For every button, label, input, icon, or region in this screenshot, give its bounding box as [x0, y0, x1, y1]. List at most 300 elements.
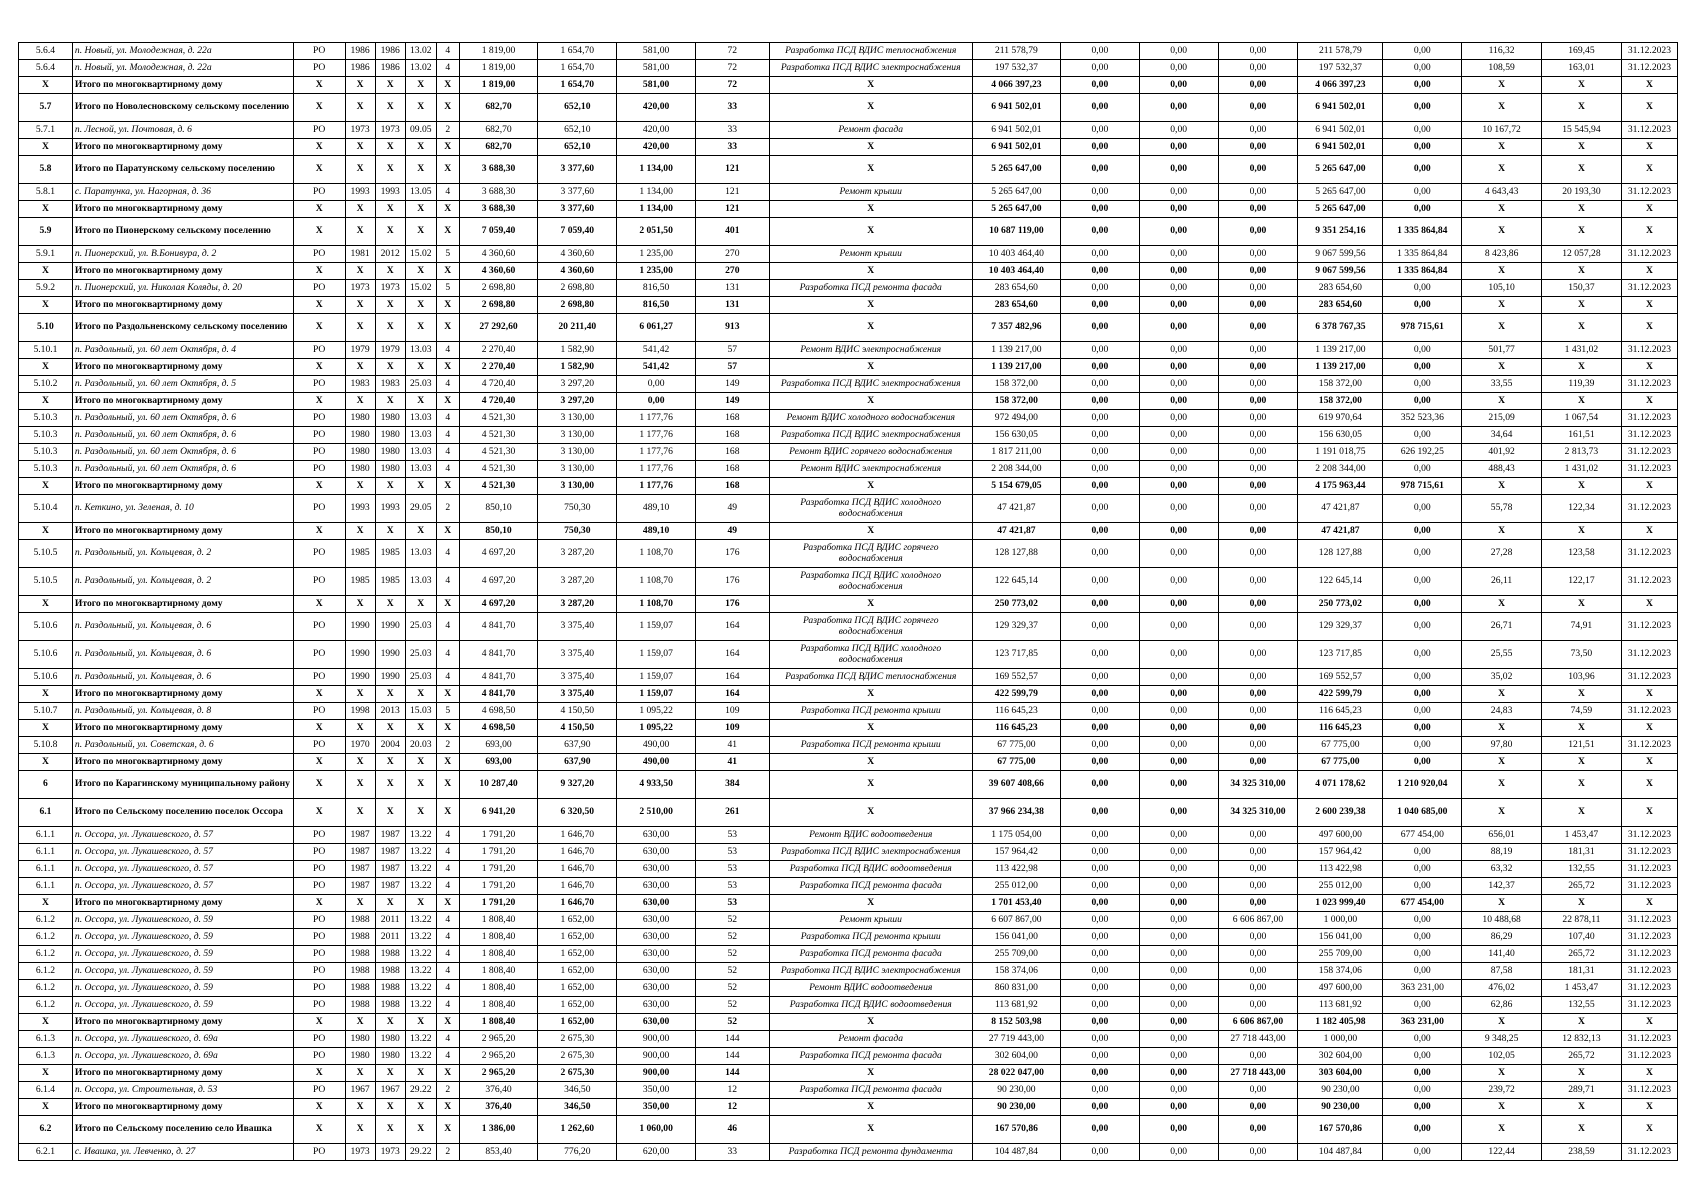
- table-cell: 1967: [375, 1082, 405, 1099]
- table-cell: X: [769, 218, 972, 246]
- table-cell: X: [345, 895, 375, 912]
- table-cell: X: [19, 895, 73, 912]
- table-cell: 490,00: [617, 737, 696, 754]
- table-cell: 816,50: [617, 297, 696, 314]
- table-cell: 6.2.1: [19, 1144, 73, 1161]
- table-cell: 255 012,00: [972, 878, 1060, 895]
- table-cell: 541,42: [617, 342, 696, 359]
- table-cell: Разработка ПСД ВДИС электроснабжения: [769, 844, 972, 861]
- table-cell: 1980: [345, 1048, 375, 1065]
- table-cell: 0,00: [1060, 596, 1139, 613]
- table-cell: 1 108,70: [617, 568, 696, 596]
- table-cell: 1980: [375, 427, 405, 444]
- table-cell: 1 819,00: [459, 43, 538, 60]
- table-cell: РО: [293, 246, 345, 263]
- table-cell: РО: [293, 737, 345, 754]
- table-cell: 270: [696, 263, 770, 280]
- table-cell: 1 808,40: [459, 980, 538, 997]
- table-cell: 630,00: [617, 980, 696, 997]
- table-cell: 302 604,00: [1298, 1048, 1383, 1065]
- table-cell: X: [1542, 478, 1622, 495]
- table-cell: п. Новый, ул. Молодежная, д. 22а: [72, 60, 293, 77]
- table-cell: 422 599,79: [972, 686, 1060, 703]
- table-cell: X: [1542, 77, 1622, 94]
- table-cell: X: [405, 263, 436, 280]
- table-cell: Разработка ПСД ремонта фасада: [769, 946, 972, 963]
- table-cell: 1990: [375, 641, 405, 669]
- table-cell: X: [293, 314, 345, 342]
- table-cell: 0,00: [1218, 568, 1298, 596]
- table-cell: 0,00: [1383, 297, 1462, 314]
- table-cell: X: [19, 686, 73, 703]
- table-cell: 0,00: [1383, 720, 1462, 737]
- table-cell: 5 265 647,00: [1298, 156, 1383, 184]
- table-cell: 0,00: [1060, 540, 1139, 568]
- table-cell: 978 715,61: [1383, 478, 1462, 495]
- table-cell: 1 060,00: [617, 1116, 696, 1144]
- table-cell: X: [345, 771, 375, 799]
- table-cell: 0,00: [1218, 495, 1298, 523]
- table-cell: X: [375, 799, 405, 827]
- table-cell: X: [1621, 1099, 1677, 1116]
- table-cell: 1985: [345, 540, 375, 568]
- table-cell: 0,00: [1383, 60, 1462, 77]
- table-cell: 31.12.2023: [1621, 495, 1677, 523]
- table-cell: X: [1621, 77, 1677, 94]
- table-cell: 2: [436, 1144, 459, 1161]
- table-cell: X: [1542, 771, 1622, 799]
- table-cell: X: [405, 314, 436, 342]
- table-cell: 4: [436, 427, 459, 444]
- table-cell: X: [375, 156, 405, 184]
- table-cell: 4 066 397,23: [972, 77, 1060, 94]
- table-cell: X: [436, 314, 459, 342]
- table-cell: 270: [696, 246, 770, 263]
- table-cell: п. Оссора, ул. Лукашевского, д. 59: [72, 929, 293, 946]
- table-cell: 401: [696, 218, 770, 246]
- table-cell: 0,00: [1139, 912, 1218, 929]
- table-cell: 52: [696, 980, 770, 997]
- table-cell: 47 421,87: [972, 495, 1060, 523]
- table-cell: 363 231,00: [1383, 980, 1462, 997]
- table-cell: 31.12.2023: [1621, 703, 1677, 720]
- table-cell: 0,00: [1060, 641, 1139, 669]
- table-cell: 0,00: [1060, 1014, 1139, 1031]
- table-cell: 1 431,02: [1542, 461, 1622, 478]
- table-cell: X: [19, 754, 73, 771]
- table-cell: 5.10.2: [19, 376, 73, 393]
- table-cell: 4: [436, 376, 459, 393]
- table-cell: X: [436, 201, 459, 218]
- table-cell: 1 791,20: [459, 861, 538, 878]
- table-cell: 250 773,02: [1298, 596, 1383, 613]
- table-cell: 5.7: [19, 94, 73, 122]
- table-cell: X: [405, 1014, 436, 1031]
- table-cell: 4 150,50: [538, 703, 617, 720]
- table-cell: 4 698,50: [459, 720, 538, 737]
- table-cell: 3 130,00: [538, 427, 617, 444]
- table-cell: 0,00: [1383, 686, 1462, 703]
- table-cell: 1990: [375, 669, 405, 686]
- table-cell: 12 057,28: [1542, 246, 1622, 263]
- table-cell: 350,00: [617, 1099, 696, 1116]
- table-cell: 161,51: [1542, 427, 1622, 444]
- table-cell: 0,00: [1060, 720, 1139, 737]
- table-cell: п. Раздольный, ул. 60 лет Октября, д. 6: [72, 427, 293, 444]
- table-cell: 5.10.6: [19, 669, 73, 686]
- table-cell: 0,00: [1060, 139, 1139, 156]
- table-cell: 1 652,00: [538, 929, 617, 946]
- table-cell: 52: [696, 997, 770, 1014]
- table-cell: 0,00: [1218, 77, 1298, 94]
- table-cell: 9 067 599,56: [1298, 263, 1383, 280]
- table-cell: 176: [696, 596, 770, 613]
- table-cell: 47 421,87: [972, 523, 1060, 540]
- table-cell: X: [1621, 596, 1677, 613]
- table-cell: 31.12.2023: [1621, 1144, 1677, 1161]
- table-cell: X: [293, 297, 345, 314]
- table-cell: 49: [696, 523, 770, 540]
- house-total-row: [19, 139, 1678, 156]
- table-cell: 31.12.2023: [1621, 568, 1677, 596]
- table-cell: 33,55: [1462, 376, 1542, 393]
- table-cell: 27 292,60: [459, 314, 538, 342]
- table-cell: 4 521,30: [459, 478, 538, 495]
- table-cell: 0,00: [1218, 427, 1298, 444]
- table-cell: 3 297,20: [538, 393, 617, 410]
- table-cell: Итого по Карагинскому муниципальному району: [72, 771, 293, 799]
- table-cell: 0,00: [1218, 737, 1298, 754]
- table-cell: 53: [696, 861, 770, 878]
- table-cell: X: [293, 478, 345, 495]
- table-cell: 0,00: [1383, 1065, 1462, 1082]
- table-cell: 116 645,23: [1298, 703, 1383, 720]
- table-cell: 0,00: [1139, 946, 1218, 963]
- table-cell: 15 545,94: [1542, 122, 1622, 139]
- table-cell: 163,01: [1542, 60, 1622, 77]
- table-cell: 13.22: [405, 946, 436, 963]
- table-cell: X: [345, 77, 375, 94]
- table-cell: X: [19, 596, 73, 613]
- table-cell: 0,00: [1139, 754, 1218, 771]
- table-cell: 3 688,30: [459, 201, 538, 218]
- table-cell: X: [345, 314, 375, 342]
- table-cell: 1 210 920,04: [1383, 771, 1462, 799]
- table-cell: 2 675,30: [538, 1031, 617, 1048]
- table-cell: 0,00: [1218, 246, 1298, 263]
- table-cell: 0,00: [1218, 359, 1298, 376]
- table-cell: 265,72: [1542, 878, 1622, 895]
- table-cell: 0,00: [1060, 754, 1139, 771]
- table-cell: 20.03: [405, 737, 436, 754]
- table-cell: X: [405, 523, 436, 540]
- table-cell: X: [1542, 799, 1622, 827]
- table-cell: 5.10: [19, 314, 73, 342]
- table-cell: 0,00: [1060, 478, 1139, 495]
- table-cell: 31.12.2023: [1621, 613, 1677, 641]
- table-cell: 630,00: [617, 997, 696, 1014]
- table-cell: X: [436, 686, 459, 703]
- table-cell: X: [375, 523, 405, 540]
- table-cell: 0,00: [1139, 139, 1218, 156]
- table-cell: 0,00: [1060, 799, 1139, 827]
- table-cell: 4: [436, 669, 459, 686]
- table-cell: 1 819,00: [459, 77, 538, 94]
- table-cell: 5: [436, 246, 459, 263]
- table-cell: 31.12.2023: [1621, 737, 1677, 754]
- table-cell: X: [1621, 478, 1677, 495]
- table-cell: 0,00: [1383, 342, 1462, 359]
- table-cell: РО: [293, 641, 345, 669]
- table-cell: 0,00: [1139, 963, 1218, 980]
- table-cell: X: [1621, 297, 1677, 314]
- table-cell: Итого по многоквартирному дому: [72, 478, 293, 495]
- table-cell: 15.03: [405, 703, 436, 720]
- table-cell: 52: [696, 929, 770, 946]
- table-cell: 283 654,60: [972, 297, 1060, 314]
- table-cell: 0,00: [1383, 912, 1462, 929]
- table-cell: 630,00: [617, 895, 696, 912]
- table-cell: 0,00: [1139, 799, 1218, 827]
- table-cell: 0,00: [1139, 771, 1218, 799]
- table-cell: 31.12.2023: [1621, 997, 1677, 1014]
- table-cell: 31.12.2023: [1621, 540, 1677, 568]
- table-cell: 97,80: [1462, 737, 1542, 754]
- table-cell: 4: [436, 980, 459, 997]
- table-cell: 57: [696, 342, 770, 359]
- house-total-row: [19, 1065, 1678, 1082]
- table-cell: 29.05: [405, 495, 436, 523]
- table-cell: п. Раздольный, ул. Кольцевая, д. 6: [72, 669, 293, 686]
- table-cell: 13.22: [405, 827, 436, 844]
- table-cell: РО: [293, 376, 345, 393]
- table-cell: X: [1542, 94, 1622, 122]
- table-cell: РО: [293, 861, 345, 878]
- table-cell: 0,00: [617, 393, 696, 410]
- table-cell: 9 351 254,16: [1298, 218, 1383, 246]
- capital-repair-program-sheet: [18, 42, 1678, 1161]
- table-cell: 682,70: [459, 122, 538, 139]
- table-cell: 116 645,23: [1298, 720, 1383, 737]
- table-cell: 13.05: [405, 184, 436, 201]
- house-total-row: [19, 1014, 1678, 1031]
- table-cell: 8 423,86: [1462, 246, 1542, 263]
- table-cell: п. Раздольный, ул. Кольцевая, д. 6: [72, 613, 293, 641]
- table-cell: 13.22: [405, 1031, 436, 1048]
- table-cell: 637,90: [538, 754, 617, 771]
- table-cell: 113 422,98: [1298, 861, 1383, 878]
- table-cell: 4 643,43: [1462, 184, 1542, 201]
- table-cell: 113 681,92: [1298, 997, 1383, 1014]
- table-cell: X: [769, 895, 972, 912]
- table-cell: X: [375, 297, 405, 314]
- table-cell: 0,00: [1218, 997, 1298, 1014]
- table-cell: 0,00: [1139, 342, 1218, 359]
- table-cell: 2 208 344,00: [972, 461, 1060, 478]
- table-cell: 1988: [375, 997, 405, 1014]
- table-cell: 63,32: [1462, 861, 1542, 878]
- table-cell: РО: [293, 827, 345, 844]
- table-cell: X: [1621, 139, 1677, 156]
- table-cell: 682,70: [459, 94, 538, 122]
- table-cell: 1986: [345, 43, 375, 60]
- table-cell: 197 532,37: [972, 60, 1060, 77]
- table-cell: 0,00: [1218, 280, 1298, 297]
- table-cell: 176: [696, 540, 770, 568]
- house-total-row: [19, 720, 1678, 737]
- table-cell: 0,00: [1139, 641, 1218, 669]
- table-cell: 6: [19, 771, 73, 799]
- table-cell: 860 831,00: [972, 980, 1060, 997]
- table-cell: X: [769, 754, 972, 771]
- table-row: [19, 60, 1678, 77]
- table-cell: Ремонт крыши: [769, 246, 972, 263]
- table-cell: X: [436, 297, 459, 314]
- table-cell: X: [769, 771, 972, 799]
- table-cell: Итого по многоквартирному дому: [72, 523, 293, 540]
- table-cell: X: [375, 1099, 405, 1116]
- table-cell: 0,00: [1060, 895, 1139, 912]
- table-cell: X: [405, 139, 436, 156]
- table-cell: п. Оссора, ул. Лукашевского, д. 59: [72, 980, 293, 997]
- table-cell: 1973: [375, 122, 405, 139]
- table-cell: Итого по многоквартирному дому: [72, 720, 293, 737]
- table-cell: 1973: [345, 1144, 375, 1161]
- table-cell: X: [1462, 1065, 1542, 1082]
- table-cell: 350,00: [617, 1082, 696, 1099]
- table-cell: X: [1462, 596, 1542, 613]
- table-cell: X: [1621, 799, 1677, 827]
- table-cell: 1 139 217,00: [972, 359, 1060, 376]
- table-cell: 0,00: [1060, 946, 1139, 963]
- table-cell: 41: [696, 737, 770, 754]
- table-cell: 0,00: [1060, 184, 1139, 201]
- table-cell: 3 375,40: [538, 686, 617, 703]
- table-cell: X: [436, 1099, 459, 1116]
- table-cell: 13.03: [405, 461, 436, 478]
- table-cell: РО: [293, 844, 345, 861]
- table-cell: 4: [436, 1031, 459, 1048]
- table-cell: X: [293, 156, 345, 184]
- table-cell: п. Оссора, ул. Лукашевского, д. 57: [72, 878, 293, 895]
- table-cell: 489,10: [617, 495, 696, 523]
- table-cell: 2 510,00: [617, 799, 696, 827]
- table-cell: X: [1542, 139, 1622, 156]
- table-cell: 0,00: [1383, 1048, 1462, 1065]
- table-cell: 1986: [375, 43, 405, 60]
- table-cell: 1 191 018,75: [1298, 444, 1383, 461]
- table-cell: 0,00: [1383, 427, 1462, 444]
- table-cell: 37 966 234,38: [972, 799, 1060, 827]
- table-cell: 47 421,87: [1298, 495, 1383, 523]
- table-cell: 4: [436, 946, 459, 963]
- table-cell: 4 521,30: [459, 427, 538, 444]
- table-cell: 900,00: [617, 1031, 696, 1048]
- table-cell: 0,00: [1139, 895, 1218, 912]
- table-cell: X: [345, 754, 375, 771]
- table-cell: РО: [293, 1144, 345, 1161]
- table-cell: X: [293, 218, 345, 246]
- table-cell: 0,00: [1383, 495, 1462, 523]
- table-cell: X: [1462, 359, 1542, 376]
- table-cell: РО: [293, 613, 345, 641]
- table-cell: X: [1621, 686, 1677, 703]
- table-cell: 128 127,88: [1298, 540, 1383, 568]
- table-cell: 29.22: [405, 1144, 436, 1161]
- table-cell: X: [1621, 218, 1677, 246]
- table-cell: 0,00: [1218, 43, 1298, 60]
- table-cell: 0,00: [1218, 218, 1298, 246]
- table-row: [19, 122, 1678, 139]
- table-cell: 13.22: [405, 1048, 436, 1065]
- table-cell: 67 775,00: [1298, 754, 1383, 771]
- table-cell: 0,00: [1060, 218, 1139, 246]
- table-cell: 261: [696, 799, 770, 827]
- table-cell: 4 360,60: [459, 263, 538, 280]
- table-cell: 123,58: [1542, 540, 1622, 568]
- table-cell: 122 645,14: [972, 568, 1060, 596]
- table-cell: 5 265 647,00: [1298, 201, 1383, 218]
- table-cell: 0,00: [1383, 1031, 1462, 1048]
- table-cell: 158 372,00: [972, 376, 1060, 393]
- table-cell: РО: [293, 461, 345, 478]
- table-cell: 0,00: [1060, 980, 1139, 997]
- table-cell: 4 841,70: [459, 613, 538, 641]
- table-cell: 0,00: [1139, 1099, 1218, 1116]
- table-cell: 34,64: [1462, 427, 1542, 444]
- table-cell: X: [375, 393, 405, 410]
- table-cell: 3 287,20: [538, 568, 617, 596]
- table-cell: 0,00: [1218, 963, 1298, 980]
- table-cell: 67 775,00: [972, 754, 1060, 771]
- table-cell: X: [1621, 754, 1677, 771]
- table-cell: 25.03: [405, 613, 436, 641]
- table-cell: X: [345, 297, 375, 314]
- table-cell: X: [405, 359, 436, 376]
- table-cell: Итого по многоквартирному дому: [72, 263, 293, 280]
- table-cell: 1 139 217,00: [972, 342, 1060, 359]
- table-cell: 0,00: [1139, 1116, 1218, 1144]
- table-cell: 1988: [375, 980, 405, 997]
- table-cell: 5.10.8: [19, 737, 73, 754]
- table-cell: 255 709,00: [972, 946, 1060, 963]
- table-cell: 0,00: [1139, 844, 1218, 861]
- table-cell: 1 646,70: [538, 827, 617, 844]
- table-cell: 1988: [345, 912, 375, 929]
- table-cell: 0,00: [1218, 263, 1298, 280]
- table-cell: 167 570,86: [972, 1116, 1060, 1144]
- house-total-row: [19, 754, 1678, 771]
- table-cell: п. Оссора, ул. Лукашевского, д. 69а: [72, 1048, 293, 1065]
- table-cell: 13.22: [405, 963, 436, 980]
- table-cell: 0,00: [1139, 478, 1218, 495]
- table-cell: 1 646,70: [538, 878, 617, 895]
- table-cell: 255 709,00: [1298, 946, 1383, 963]
- table-cell: X: [1621, 94, 1677, 122]
- table-cell: 31.12.2023: [1621, 444, 1677, 461]
- table-cell: X: [19, 1065, 73, 1082]
- table-cell: 4: [436, 568, 459, 596]
- table-cell: X: [405, 799, 436, 827]
- table-cell: 1 177,76: [617, 478, 696, 495]
- table-cell: 144: [696, 1031, 770, 1048]
- table-cell: 1 808,40: [459, 929, 538, 946]
- table-cell: 0,00: [1060, 669, 1139, 686]
- table-cell: X: [769, 297, 972, 314]
- table-cell: 0,00: [1060, 827, 1139, 844]
- table-cell: 4 066 397,23: [1298, 77, 1383, 94]
- table-cell: 630,00: [617, 878, 696, 895]
